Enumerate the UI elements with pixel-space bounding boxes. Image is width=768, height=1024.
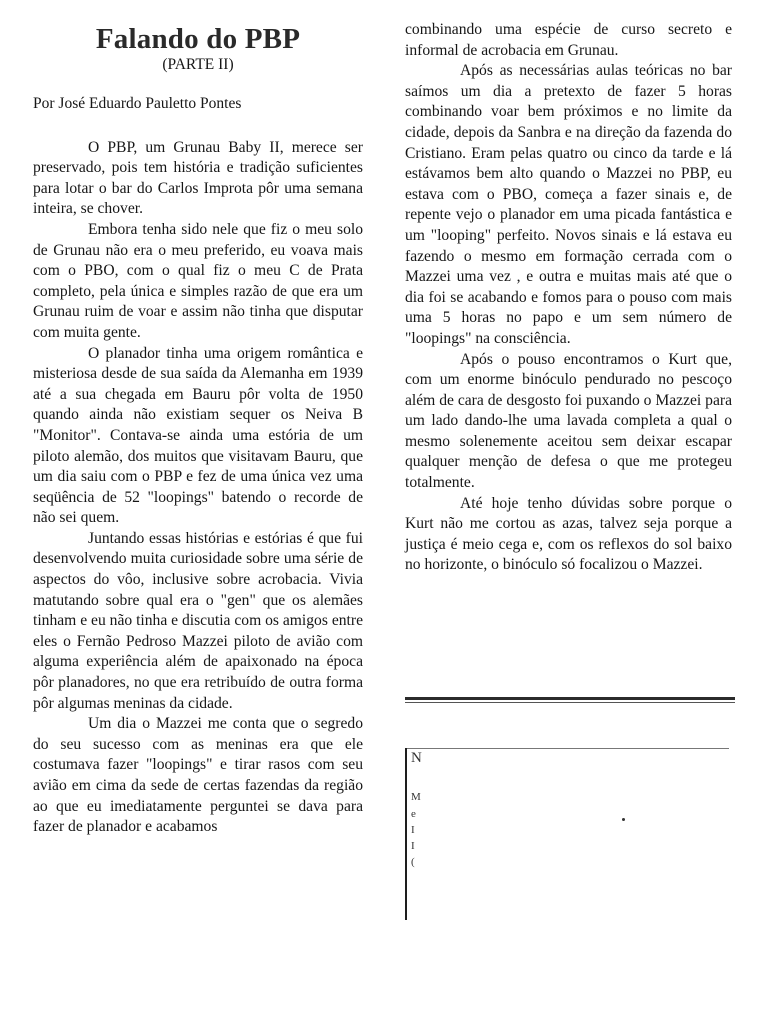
fragment-letter: I [411,840,415,852]
right-column [405,20,732,576]
divider-thick-line [405,697,735,700]
fragment-letter: M [411,791,421,803]
paragraph: Após o pouso encontramos o Kurt que, com um enorme binóculo pendurado no pescoço além de cara de desgosto foi puxando o Mazzei para um lado dando-lhe uma lavada completa a qual o mesmo solenemente aceitou sem deixar escapar qualquer menção de defesa o que me protegeu totalmente. [405,350,732,492]
paragraph: O PBP, um Grunau Baby II, merece ser preservado, pois tem história e tradição suficientes para lotar o bar do Carlos Improta pôr uma semana inteira, se chover. [33,138,363,218]
paragraph: Após as necessárias aulas teóricas no bar saímos um dia a pretexto de fazer 5 horas combinando voar bem próximos e no limite da cidade, depois da Sanbra e na direção da fazenda do Cristiano. Eram pelas quatro ou cinco da tarde e lá estávamos bem alto quando o Mazzei no PBP, eu estava com o PBO, começa a fazer sinais e, de repente vejo o planador em uma picada fantástica e um "looping" perfeito. Novos sinais e lá estava eu fazendo o mesmo em formação cerrada com o Mazzei uma vez , e outra e muitas mais até que o dia foi se acabando e fomos para o pouso com mais uma 5 horas no papo e um sem número de "loopings" na consciência. [405,62,732,347]
paragraph: Juntando essas histórias e estórias é que fui desenvolvendo muita curiosidade sobre uma série de aspectos do vôo, inclusive sobre acrobacia. Vivia matutando sobre qual era o "gen" que os alemães tinham e eu não tinha e discutia com os amigos entre eles o Fernão Pedroso Mazzei piloto de avião com alguma experiência além de apaixonado na época pôr planadores, no que era retribuído de outra forma pôr algumas meninas da cidade. [33,529,363,712]
speck-mark [622,818,625,821]
paragraph: Embora tenha sido nele que fiz o meu solo de Grunau não era o meu preferido, eu voava mais com o PBO, com o qual fiz o meu C de Prata completo, pela única e simples razão de que era um Grunau ruim de voar e assim não tinha que disputar com muita gente. [33,220,363,341]
paragraph-continued: combinando uma espécie de curso secreto e informal de acrobacia em Grunau. [405,21,732,59]
article-subtitle: (PARTE II) [162,56,234,73]
fragment-letter: N [411,750,422,766]
left-column [33,0,363,838]
fragment-letter: e [411,808,416,820]
fragment-letter: I [411,824,415,836]
fragment-letter: ( [411,856,415,868]
paragraph: O planador tinha uma origem romântica e misteriosa desde de sua saída da Alemanha em 1939 até a sua chegada em Bauru pôr volta de 1950 quando ainda não existiam sequer os Neiva B "Monitor". Contava-se ainda uma estória de um piloto alemão, dos muitos que visitavam Bauru, que um dia saiu com o PBP e fez de uma única vez uma seqüência de 52 "loopings" batendo o recorde de não sei quem. [33,344,363,527]
divider-thin-line [405,702,735,703]
section-divider [405,697,735,703]
paragraph: Um dia o Mazzei me conta que o segredo do seu sucesso com as meninas era que ele costumava fazer "loopings" e tirar rasos com seu avião em cima da sede de certas fazendas da região ao que eu imediatamente perguntei se dava para fazer de planador e acabamos [33,715,363,836]
article-title: Falando do PBP [95,23,301,55]
truncated-article-box [405,748,729,920]
box-top-border [407,748,729,749]
paragraph: Até hoje tenho dúvidas sobre porque o Kurt não me cortou as azas, talvez seja porque a justiça é meio cega e, com os reflexos do sol baixo no horizonte, o binóculo só focalizou o Mazzei. [405,494,732,574]
article-author: Por José Eduardo Pauletto Pontes [33,95,242,112]
